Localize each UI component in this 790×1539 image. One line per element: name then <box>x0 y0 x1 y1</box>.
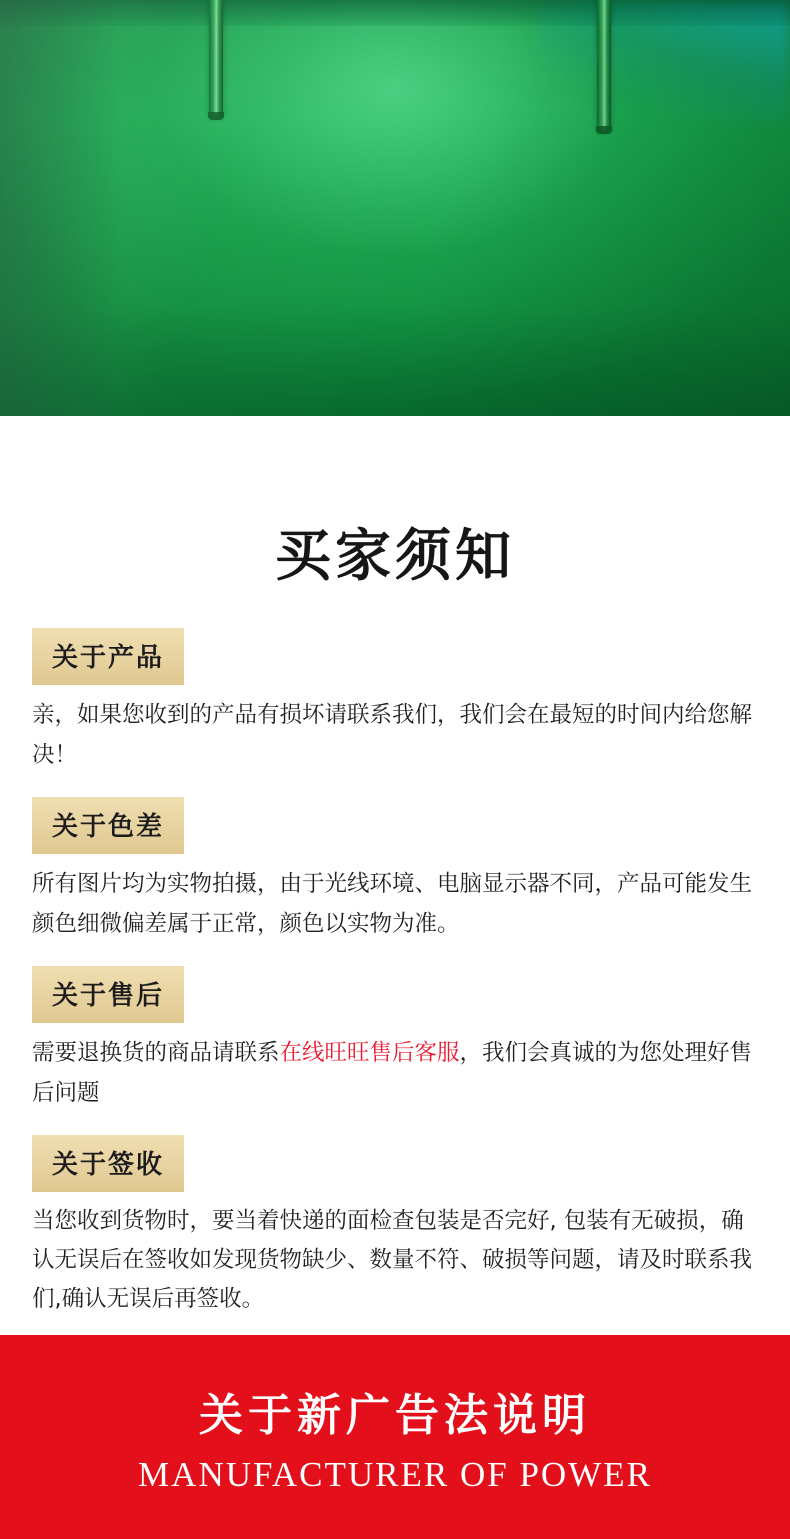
aftersale-text-after: ，我们会真诚的为您处理好售后问题 <box>32 1040 753 1106</box>
notice-blocks <box>0 628 790 1319</box>
hero-bottom-vignette <box>0 306 790 416</box>
notice-section-color <box>30 797 760 944</box>
section-text-aftersale <box>30 1033 760 1113</box>
section-tag-product: 关于产品 <box>32 628 184 685</box>
page-title: 买家须知 <box>275 524 515 589</box>
aftersale-service-link[interactable]: 在线旺旺售后客服 <box>279 1040 460 1066</box>
hanger-bar-tip <box>208 112 224 120</box>
advertising-law-banner <box>0 1335 790 1539</box>
hero-product-image <box>0 0 790 416</box>
section-tag-color: 关于色差 <box>32 797 184 854</box>
notice-section-aftersale <box>30 966 760 1113</box>
section-tag-signing: 关于签收 <box>32 1135 184 1192</box>
hero-hanger-bar-right <box>597 0 611 130</box>
banner-title-en: MANUFACTURER OF POWER <box>138 1455 652 1494</box>
aftersale-text-before: 需要退换货的商品请联系 <box>32 1040 280 1066</box>
section-tag-aftersale: 关于售后 <box>32 966 184 1023</box>
hero-hanger-bar-left <box>209 0 223 116</box>
buyer-notice-section <box>0 416 790 1319</box>
section-text-product: 亲，如果您收到的产品有损坏请联系我们，我们会在最短的时间内给您解决！ <box>32 702 753 768</box>
notice-section-product <box>30 628 760 775</box>
hanger-bar-tip <box>596 126 612 134</box>
banner-title-cn: 关于新广告法说明 <box>199 1390 591 1441</box>
section-text-signing: 当您收到货物时，要当着快递的面检查包装是否完好, 包装有无破损，确认无误后在签收如发现货物缺少、数量不符、破损等问题，请及时联系我们,确认无误后再签收。 <box>32 1208 753 1312</box>
section-text-color: 所有图片均为实物拍摄，由于光线环境、电脑显示器不同，产品可能发生颜色细微偏差属于正常，颜色以实物为准。 <box>32 871 753 937</box>
notice-section-signing <box>30 1135 760 1319</box>
